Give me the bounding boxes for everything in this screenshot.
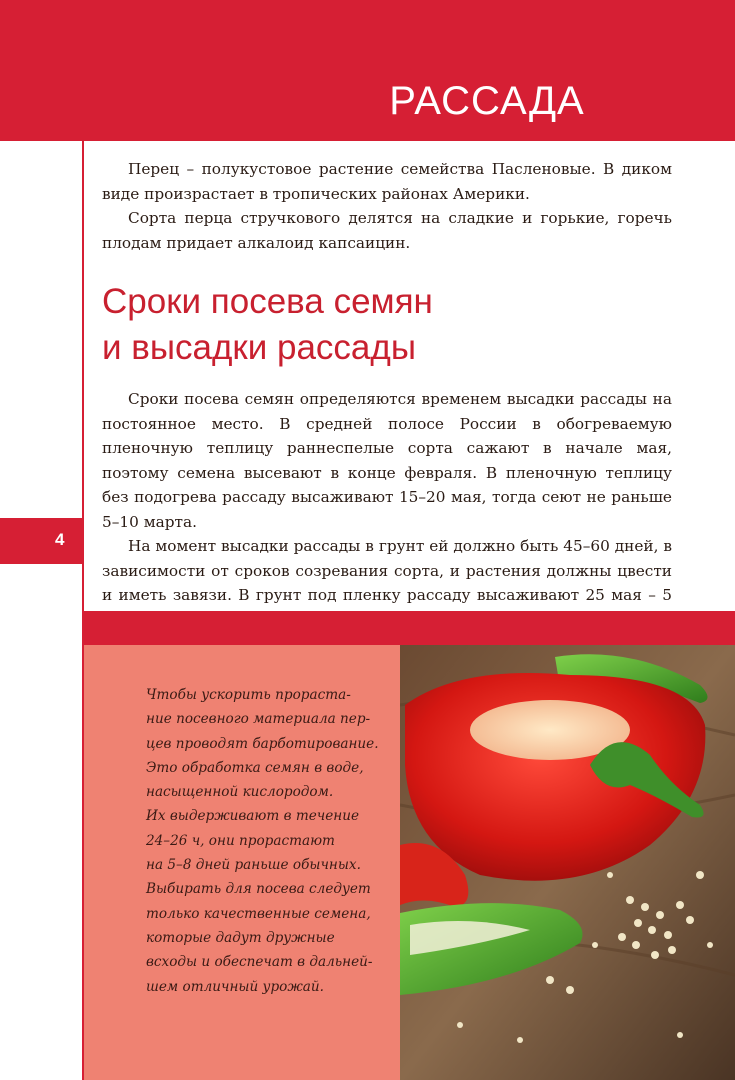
peppers-photo bbox=[400, 645, 735, 1080]
subheading bbox=[102, 279, 672, 371]
subheading-line: и высадки рассады bbox=[102, 328, 416, 367]
note-line: только качественные семена, bbox=[146, 905, 371, 922]
divider-band bbox=[84, 611, 735, 645]
note-line: Это обработка семян в воде, bbox=[146, 759, 364, 776]
note-line: всходы и обеспечат в дальней- bbox=[146, 954, 373, 971]
page-number: 4 bbox=[55, 530, 65, 549]
header-band bbox=[0, 0, 735, 141]
intro-paragraph: Сорта перца стручкового делятся на сладкие и горькие, горечь плодам придает алкалоид капсаицин. bbox=[102, 209, 672, 252]
intro-text bbox=[102, 157, 672, 255]
main-paragraph: На момент высадки рассады в грунт ей должно быть 45–60 дней, в зависимости от сроков созревания сорта, и растения должны цвести и иметь завязи. В грунт под пленку рассаду высаживают 25 мая – 5 bbox=[102, 537, 672, 604]
note-line: насыщенной кислородом. bbox=[146, 784, 334, 801]
main-paragraph: Сроки посева семян определяются временем высадки рассады на постоянное место. В средней полосе России в обогреваемую пленочную теплицу раннеспелые сорта сажают в начале мая, поэтому семена высевают в конце февраля. В пленочную теплицу без подогрева рассаду высаживают 15–20 мая, тогда сеют не раньше 5–10 марта. bbox=[102, 390, 672, 531]
note-line: Выбирать для посева следует bbox=[146, 881, 371, 898]
subheading-line: Сроки посева семян bbox=[102, 282, 433, 321]
note-line: Чтобы ускорить прораста- bbox=[146, 687, 351, 703]
note-line: на 5–8 дней раньше обычных. bbox=[146, 857, 361, 874]
note-line: цев проводят барботирование. bbox=[146, 735, 379, 752]
page-number-tab bbox=[0, 518, 82, 564]
note-text bbox=[146, 683, 382, 999]
note-line: ние посевного материала пер- bbox=[146, 711, 371, 728]
note-line: шем отличный урожай. bbox=[146, 978, 324, 995]
main-text bbox=[102, 387, 672, 632]
note-line: 24–26 ч, они прорастают bbox=[146, 832, 335, 849]
note-line: которые дадут дружные bbox=[146, 929, 335, 946]
intro-paragraph: Перец – полукустовое растение семейства Пасленовые. В диком виде произрастает в тропических районах Америки. bbox=[102, 160, 672, 203]
section-title: РАССАДА bbox=[389, 79, 585, 123]
note-line: Их выдерживают в течение bbox=[146, 808, 360, 825]
